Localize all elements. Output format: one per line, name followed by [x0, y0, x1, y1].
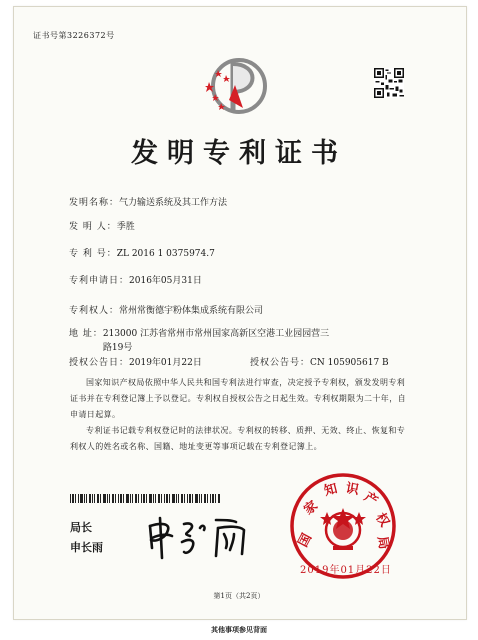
address-line-2: 路19号	[102, 343, 133, 353]
svg-text:知: 知	[322, 481, 339, 500]
svg-text:识: 识	[344, 481, 360, 499]
barcode-icon	[70, 494, 220, 503]
grant-number-value: CN 105905617 B	[310, 358, 389, 368]
address-line-1: 213000 江苏省常州市常州国家高新区空港工业园园营三	[102, 329, 330, 339]
paragraph-1	[70, 375, 406, 423]
signatory-name: 申长雨	[70, 541, 103, 554]
paragraph-2-line-2: 利权人的姓名或名称、国籍、地址变更等事项记载在专利登记簿上。	[70, 442, 322, 451]
qr-code-icon	[374, 68, 404, 98]
inventor-label: 发 明 人：	[69, 222, 117, 232]
patentee-label: 专利权人：	[69, 306, 120, 316]
patent-number-label: 专 利 号：	[69, 249, 117, 259]
address-row	[69, 327, 329, 355]
svg-text:国: 国	[295, 531, 316, 550]
invention-name-label: 发明名称：	[69, 198, 120, 208]
patent-number-value: ZL 2016 1 0375974.7	[116, 249, 215, 259]
address-label: 地 址：	[69, 329, 103, 339]
patentee-row	[69, 303, 263, 316]
invention-name-row	[69, 195, 227, 208]
certificate-title: 发明专利证书	[131, 138, 347, 169]
paragraph-2-line-1: 专利证书记载专利权登记时的法律状况。专利权的转移、质押、无效、终止、恢复和专	[86, 426, 406, 435]
paragraph-1-line-3: 申请日起算。	[70, 410, 121, 419]
grant-date-row	[69, 355, 202, 368]
paragraph-2	[70, 423, 405, 455]
grant-number-label: 授权公告号：	[250, 358, 311, 368]
svg-text:家: 家	[301, 498, 321, 519]
page-number: 第1页（共2页）	[213, 592, 265, 600]
certificate-number: 证书号第3226372号	[33, 31, 115, 40]
svg-text:局: 局	[374, 535, 392, 551]
grant-date-label: 授权公告日：	[69, 358, 130, 368]
signatory-title: 局长	[70, 521, 92, 534]
invention-name-value: 气力输送系统及其工作方法	[119, 198, 228, 208]
handwritten-signature	[140, 512, 255, 562]
seal-date: 2019年01月22日	[300, 565, 392, 576]
inventor-row	[69, 219, 135, 232]
filing-date-value: 2016年05月31日	[129, 276, 202, 286]
paragraph-1-line-1: 国家知识产权局依照中华人民共和国专利法进行审查，决定授予专利权，颁发发明专利	[86, 378, 406, 387]
footer-note: 其他事项参见背面	[211, 626, 267, 634]
patent-office-logo-icon	[203, 50, 275, 122]
inventor-value: 季胜	[116, 222, 135, 232]
grant-number-row	[250, 355, 389, 368]
filing-date-label: 专利申请日：	[69, 276, 130, 286]
filing-date-row	[69, 273, 202, 286]
grant-date-value: 2019年01月22日	[129, 358, 202, 368]
patentee-value: 常州常衡德宇粉体集成系统有限公司	[119, 306, 264, 316]
svg-text:产: 产	[360, 489, 381, 510]
patent-number-row	[69, 246, 215, 259]
paragraph-1-line-2: 证书并在专利登记簿上予以登记。专利权自授权公告之日起生效。专利权期限为二十年，自	[70, 394, 406, 403]
svg-text:权: 权	[372, 510, 392, 530]
